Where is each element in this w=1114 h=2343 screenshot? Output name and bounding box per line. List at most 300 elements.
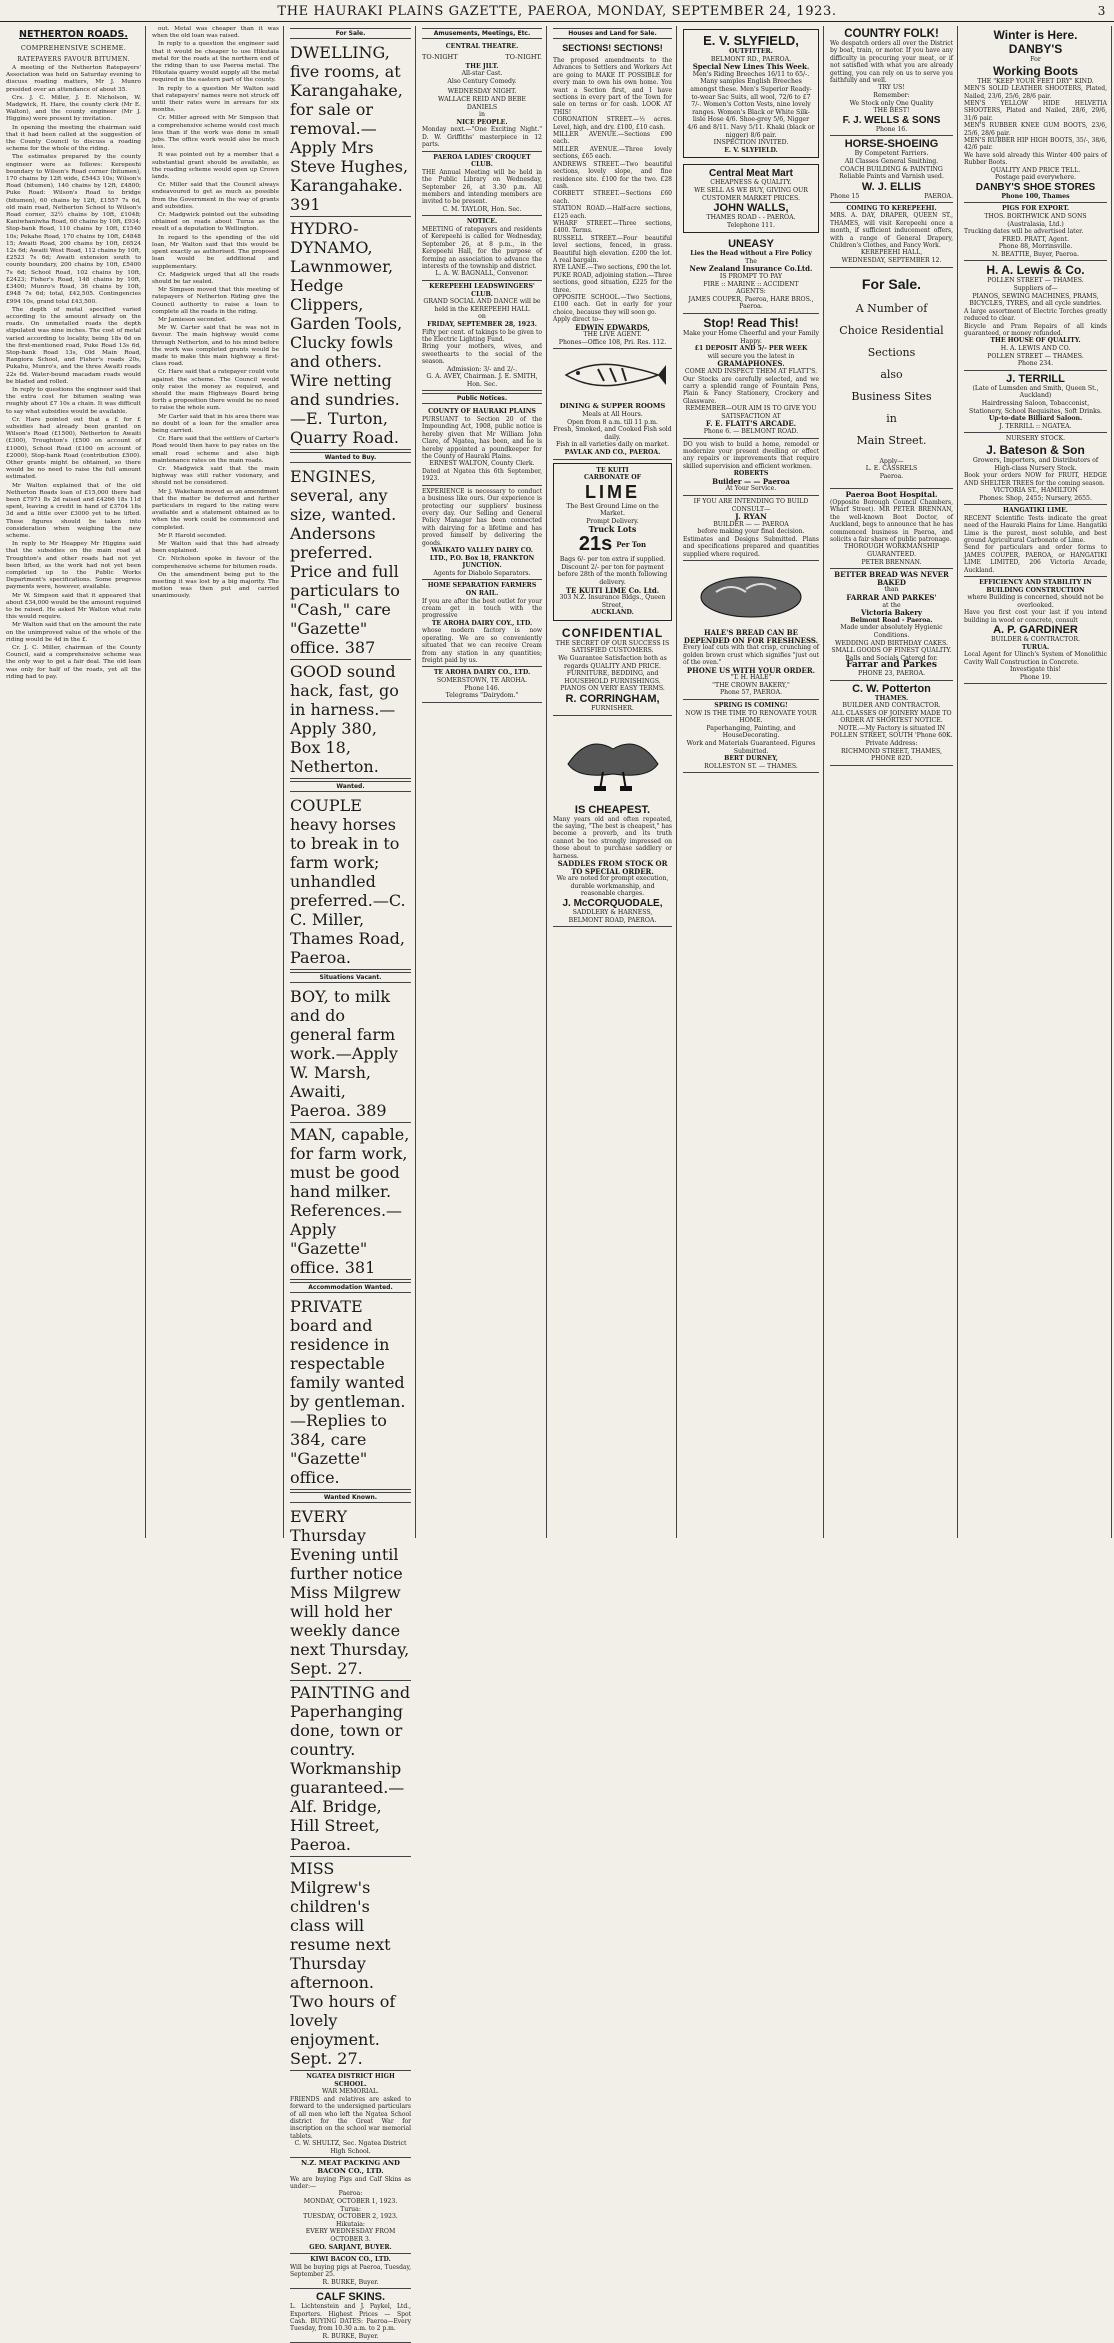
section-houses: Houses and Land for Sale.	[553, 28, 672, 39]
gard-t3: Have you first cost your last if you intend building in wood or concrete, consult	[964, 609, 1107, 624]
saddle-picture	[553, 719, 672, 799]
cheap-t2: We are noted for prompt execution, durable workmanship, and reasonable charges.	[556, 875, 669, 898]
lead-t2: on	[478, 313, 486, 321]
meat-t2: CHEAPNESS & QUALITY.	[710, 179, 792, 187]
hlime-t1: HANGATIKI LIME.	[1003, 507, 1068, 515]
danby-t6: We have sold already this Winter 400 pairs of Rubber Boots.	[964, 151, 1107, 167]
article-paragraph: Cr. Nicholson spoke in favour of the comprehensive scheme for bitumen roads.	[152, 556, 279, 570]
situations-ads	[290, 985, 411, 1280]
article-paragraph: In reply to questions the engineer said that the extra cost for bitumen sealing was roughly about £7 10s a chain. It was difficult to say what subsidies would be available.	[6, 386, 141, 415]
hlime-t2: Send for particulars and order forms to JAMES COUPER, PAEROA, or HANGATIKI LIME LIMITED, 206 Victoria Arcade, Auckland.	[964, 544, 1107, 574]
conf-t2: We Guarantee Satisfaction both as regards QUALITY AND PRICE.	[558, 655, 667, 670]
lime-per-ton: Per Ton	[616, 539, 647, 549]
theatre-w2: in	[479, 111, 485, 119]
horse-t5: Reliable Paints and Varnish used.	[839, 173, 944, 181]
lead-t6: Admission: 3/- and 2/-.	[446, 365, 518, 373]
nursery-t3: Growers, Importers, and Distributors of High-class Nursery Stock.	[972, 456, 1099, 472]
dining-t1: Meals at All Hours.	[582, 411, 643, 418]
pott-t8: PHONE 82D.	[870, 755, 913, 763]
sale-t1: For Sale.	[861, 275, 922, 292]
lime-t5: Prompt Delivery.	[586, 517, 639, 525]
spring-t6: ROLLESTON ST. — THAMES.	[704, 762, 798, 770]
lime-t11: TE KUITI LIME Co. Ltd.	[565, 585, 660, 595]
meat-t6: Telephone 111.	[726, 221, 775, 229]
croquet-title: PAEROA LADIES' CROQUET CLUB.	[433, 153, 531, 169]
section-wanted: Wanted.	[290, 781, 411, 792]
croquet-sign: C. M. TAYLOR, Hon. Sec.	[442, 205, 522, 213]
danby-items	[964, 85, 1107, 152]
classified-ad: MAN, capable, for farm work, must be good hand milker. References.—Apply "Gazette" office. 381	[290, 1123, 411, 1280]
section-listing: ANDREWS STREET.—Two beautiful sections, lovely slope, and fine residence site. £100 for the two. £28 cash.	[553, 160, 672, 190]
lead-title: KEREPEEHI LEADSWINGERS' CLUB.	[429, 283, 535, 298]
article-paragraph: In reply to a question Mr Walton said that ratepayers' names were not struck off until their rates were in arrears for six months.	[152, 85, 279, 114]
better-t11: Farrar and Parkes	[846, 660, 937, 671]
boot-item: MEN'S RUBBER KNEE GUM BOOTS, 23/6, 25/6, 28/6 pair.	[964, 122, 1107, 137]
nursery-t2: J. Bateson & Son	[986, 442, 1085, 457]
nursery-t1: NURSERY STOCK.	[1005, 435, 1066, 443]
cf-t6: F. J. WELLS & SONS	[842, 114, 941, 126]
cf-t4: We Stock only One Quality	[849, 99, 934, 107]
horse-t7: Phone 15	[830, 192, 860, 200]
section-listing: MILLER AVENUE.—Sections £90 each.	[553, 131, 672, 146]
classified-ad: ENGINES, several, any size, wanted. Andersons preferred. Price and full particulars to "Cash," care "Gazette" office. 387	[290, 465, 411, 660]
ev-t2: OUTFITTER.	[729, 48, 773, 55]
day-text: MRS. A. DAY, DRAPER, QUEEN ST., THAMES, will visit Kerepeehi once a month, if sufficient inducement offers, with a range of General Drapery, Children's Clothes, and Fancy Work.	[830, 212, 953, 249]
article-paragraph: It was pointed out by a member that a substantial grant should be available, as the roading scheme would open up Crown lands.	[152, 152, 279, 181]
stop-t2: Make your Home Cheerful and your Family Happy.	[683, 330, 819, 345]
meat-t4: JOHN WALLS,	[713, 202, 789, 215]
lewis-t10: Phone 234.	[1017, 360, 1054, 368]
ngatea-title: NGATEA DISTRICT HIGH SCHOOL.	[306, 2073, 395, 2088]
article-paragraph: Cr. Hare said that a ratepayer could vote against the scheme. The Council would only raise the money as required, and should the main Highways Board bring forth a proposition there would be no need to raise the whole sum.	[152, 369, 279, 412]
danby-t5: THE "KEEP YOUR FEET DRY" KIND.	[977, 77, 1094, 85]
ryan-t1: IF YOU ARE INTENDING TO BUILD CONSULT—	[693, 498, 809, 513]
wanted-known-ads	[290, 1505, 411, 2071]
column-ads-c	[960, 26, 1112, 1538]
sections-apply: Apply direct to—	[553, 316, 605, 324]
cf-text: We despatch orders all over the District by boat, train, or motor. If you have any difficulty in procuring your meat, or if not satisfied with what you are already getting, you can rely on us to serve you faithfully and well.	[830, 40, 953, 85]
hangatiki-ad	[964, 505, 1107, 577]
cf-t3: Remember:	[873, 92, 910, 100]
stop-t7: Our Stocks are carefully selected, and we carry a splendid range of Fountain Pens, Plain & Fancy Stationery, Crockery and Glassware.	[683, 375, 819, 405]
classified-ad: PAINTING and Paperhanging done, town or country. Workmanship guaranteed.—Alf. Bridge, Hill Street, Paeroa.	[290, 1681, 411, 1857]
article-paragraph: Mr J. Wakeham moved as an amendment that the matter be deferred and further particulars in regard to the rating were available and a statement obtained as to when the work could be commenced and completed.	[152, 488, 279, 531]
article-paragraph: Mr W. Simpson said that it appeared that about £34,000 would be the amount required to be raised. He asked Mr Walton what rate this would require.	[6, 592, 141, 621]
nz-meat-date: Turua:	[340, 2205, 361, 2213]
potterton-ad	[830, 681, 953, 766]
section-situations: Situations Vacant.	[290, 972, 411, 983]
section-wanted-known: Wanted Known.	[290, 1492, 411, 1503]
horse-t3: All Classes General Smithing.	[844, 158, 939, 165]
article-body	[6, 65, 141, 682]
theatre-l3: Also Century Comedy.	[447, 77, 517, 85]
county-text: PURSUANT to Section 20 of the Impounding Act, 1908, public notice is hereby given that Mr William John Clare, of Ngatea, has been, and he is hereby appointed a poundkeeper for the County of Hauraki Plains.	[422, 415, 542, 460]
cheap-t3: J. McCORQUODALE,	[562, 898, 663, 910]
notice-title: NOTICE.	[466, 218, 498, 226]
cheap-t1: SADDLES FROM STOCK OR TO SPECIAL ORDER.	[557, 859, 668, 876]
lead-t1: GRAND SOCIAL AND DANCE will be held in the KEREPEEHI HALL	[423, 298, 541, 313]
better-t10: Balls and Socials Catered for.	[845, 654, 938, 662]
article-paragraph: Cr. Madgwick pointed out the subsiding obtained on roads about Turua as the result of a deputation to Wellington.	[152, 212, 279, 233]
waikato-text: EXPERIENCE is necessary to conduct a business like ours. Our experience is protecting our suppliers' business every day. Our Selling and General Policy Manager has been connected with dairying for a lifetime and has proved himself by delivering the goods.	[422, 487, 542, 547]
danby-t7: QUALITY AND PRICE TELL.	[990, 166, 1081, 174]
better-t7: Made under absolutely Hygienic Conditions.	[840, 624, 943, 639]
bread-t3: "T. H. HALE"	[730, 674, 772, 682]
bread-text: Every loaf cuts with that crisp, crunching of golden brown crust which signifies "just out of the oven."	[683, 644, 819, 667]
bread-illustration	[691, 567, 811, 622]
pott-t3: BUILDER AND CONTRACTOR.	[842, 702, 941, 710]
column-netherton-cont	[148, 26, 284, 1538]
conf-t6: FURNISHER.	[591, 705, 634, 713]
ryan-t4: before making your final decision.	[697, 528, 805, 536]
article-paragraph: Cr. Madgwick said that the main highway was still rather visionary, and should not be considered.	[152, 465, 279, 487]
aroha-phone: Phone 146.	[464, 684, 500, 692]
meat-t3: WE SELL AS WE BUY, GIVING OUR CUSTOMER MARKET PRICES.	[694, 186, 808, 202]
boot-t1: Paeroa Boot Hospital.	[845, 490, 938, 500]
page-number: 3	[1097, 4, 1106, 18]
waikato-dairy-ad	[422, 486, 542, 581]
pott-t2: THAMES.	[874, 694, 909, 702]
stop-t3: £1 DEPOSIT AND 5/- PER WEEK	[694, 345, 808, 353]
better-t4: at the	[882, 601, 901, 609]
sale-t11: Paeroa.	[879, 472, 904, 480]
article-paragraph: Mr Walton explained that of the old Netherton Roads loan of £15,000 there had been £7971 8s 2d raised and £4266 18s 11d spent, leaving a credit in hand of £3704 18s 3d and a little over £3000 yet to be lifted. These figures should be taken into consideration when weighing the new scheme.	[6, 482, 141, 539]
roberts-text: DO you wish to build a home, remodel or modernize your present dwelling or effect any repairs or improvements that require skilled supervision and efficient workmen.	[683, 440, 819, 470]
spring-t4: Work and Materials Guaranteed. Figures Submitted.	[686, 739, 816, 755]
durney-ad	[683, 700, 819, 773]
accommodation-ads	[290, 1295, 411, 1490]
conf-t1: THE SECRET OF OUR SUCCESS IS SATISFIED CUSTOMERS.	[555, 639, 670, 655]
ev-t5: Men's Riding Breeches 16/11 to 65/-. Many samples English Breeches amongst these. Men's Superior Ready-to-wear Sac Suits, all wool, 72/6 to £7 7/-. Women's Cotton Vests, nine lovely ranges. Women's Black or White Silk-lisle Hose 4/6. Shoe-grey 5/6, Nigger 4/6 and 8/11. Navy 5/11. Khaki (black or nigger) 8/6 pair.	[687, 70, 815, 139]
danby-t4: Working Boots	[992, 63, 1079, 78]
column-ads-a	[679, 26, 824, 1538]
article-paragraph: In regard to the spending of the old loan, Mr Walton said that this would be spent exactly as authorised. The proposed loan would be additional and supplementary.	[152, 234, 279, 270]
sections-list	[553, 116, 672, 316]
county-title: COUNTY OF HAURAKI PLAINS	[428, 408, 536, 416]
pigs-t6: N. BEATTIE, Buyer, Paeroa.	[992, 250, 1079, 258]
stop-t8: REMEMBER—OUR AIM IS TO GIVE YOU SATISFACTION AT	[685, 405, 817, 420]
county-ad	[422, 406, 542, 485]
boot-item: MEN'S SOLID LEATHER SHOOTERS, Plated, Nailed, 23/6, 25/6, 28/6 pair.	[964, 85, 1107, 100]
classified-ad: DWELLING, five rooms, at Karangahake, for sale or removal.—Apply Mrs Steve Hughes, Karangahake. 391	[290, 41, 411, 217]
boot-text: (Opposite Borough Council Chambers, Wharf Street). MR PETER BRENNAN, the well-known Boot Doctor, of Auckland, begs to announce that he has commenced business in Paeroa, and solicits a fair share of public patronage.	[830, 498, 953, 543]
wanted-buy-ads	[290, 465, 411, 779]
article-paragraph: Crs. J. C. Miller, J. E. Nicholson, W. Madgwick, H. Hare, the county clerk (Mr E. Walton), and the county engineer (Mr J. Higgins) were present by invitation.	[6, 94, 141, 123]
pigs-ad	[964, 203, 1107, 261]
ngatea-school-ad	[290, 2071, 411, 2158]
lime-t9: Bags 6/- per ton extra if supplied.	[559, 556, 666, 564]
danby-t2: DANBY'S	[1008, 42, 1063, 56]
sale-t9: Apply—	[879, 457, 904, 465]
gard-t8: Investigate this!	[1009, 666, 1062, 674]
sale-t5: also	[880, 367, 903, 381]
bread-t5: Phone 57, PAEROA.	[719, 689, 783, 697]
lime-price: 21s	[578, 533, 613, 556]
terrill-t5: J. TERRILL :: NGATEA.	[999, 422, 1072, 430]
pigs-t2: THOS. BORTHWICK AND SONS (Australasia, Ltd.)	[984, 213, 1087, 228]
croquet-text: THE Annual Meeting will be held in the Public Library on Wednesday, September 26, at 3.30 p.m. All members and intending members are invited to be present.	[422, 168, 542, 206]
pigs-t5: Phone 88, Morrinsville.	[998, 243, 1073, 251]
better-t1: BETTER BREAD WAS NEVER BAKED	[834, 570, 949, 587]
aroha-sub: SOMERSTOWN, TE AROHA.	[436, 677, 528, 685]
column-amusements	[418, 26, 547, 1538]
stop-t10: Phone 6. — BELMONT ROAD.	[703, 428, 799, 435]
calf-buyer: R. BURKE, Buyer.	[322, 2332, 379, 2340]
lewis-ad	[964, 261, 1107, 370]
pott-t6: Private Address:	[865, 740, 918, 748]
roberts-t2: Builder — — Paeroa	[712, 476, 790, 486]
article-paragraph: Mr Simpson moved that this meeting of ratepayers of Netherton Riding give the Council authority to raise a loan to complete all the roads in the riding.	[152, 287, 279, 315]
dining-title: DINING & SUPPER ROOMS	[559, 402, 666, 411]
day-t2: KEREPEEHI HALL,	[860, 249, 923, 257]
terrill-t3: Hairdressing Saloon, Tobacconist, Stationery, School Requisites, Soft Drinks.	[968, 399, 1103, 415]
farrar-ad	[830, 569, 953, 680]
nursery-t6: Phones: Shop, 2455; Nursery, 2655.	[979, 494, 1092, 502]
bread-t1: HALE'S BREAD CAN BE DEPENDED ON FOR FRESHNESS.	[683, 628, 819, 645]
article-paragraph: A meeting of the Netherton Ratepayers' Association was held on Saturday evening to discuss roading matters, Mr J. Munro presided over an attendance of about 35.	[6, 65, 141, 93]
section-listing: CORONATION STREET.—⅓ acres. Level, high, and dry. £100, £10 cash.	[553, 116, 672, 131]
ins-t6: FIRE :: MARINE :: ACCIDENT	[703, 280, 799, 288]
page-title: THE HAURAKI PLAINS GAZETTE, PAEROA, MONDAY, SEPTEMBER 24, 1923.	[277, 4, 837, 19]
gard-t6: TURUA.	[1021, 643, 1050, 651]
sections-intro: The proposed amendments to the Advances to Settlers and Workers Act are going to MAKE IT POSSIBLE for every man to own his own home. You want a Section first, and I have sections in every part of the Town for sale on terms or for cash. LOOK AT THIS!	[553, 57, 672, 116]
section-listing: OPPOSITE SCHOOL.—Two Sections, £100 each. Get in early for your choice, because they will soon go.	[553, 294, 672, 316]
article-paragraph: In reply to a question the engineer said that it would be cheaper to use Hikutaia metal for the roads at the northern end of the riding than to use Paeroa metal. The Hikutaia quarry would supply all the metal required in the eastern part of the county.	[152, 41, 279, 84]
ins-t4: New Zealand Insurance Co.Ltd.	[689, 264, 813, 274]
cf-t7: Phone 16.	[875, 125, 908, 133]
lime-ad	[553, 463, 672, 621]
theatre-title: CENTRAL THEATRE.	[445, 43, 519, 50]
waikato-agents: Agents for Diabolo Separators.	[433, 569, 531, 577]
sections-ad	[553, 55, 672, 349]
classified-ad: PRIVATE board and residence in respectable family wanted by gentleman.—Replies to 384, care "Gazette" office.	[290, 1295, 411, 1490]
ngatea-sub: WAR MEMORIAL.	[321, 2088, 380, 2096]
te-aroha-ad	[422, 667, 542, 702]
stop-t6: COME AND INSPECT THEM AT FLATT'S.	[684, 368, 818, 375]
article-paragraph: Cr. Hare said that the settlers of Carter's Road would then have to pay rates on the small road scheme and also high maintenance rates on the main roads.	[152, 436, 279, 464]
bread-t4: "THE CROWN BAKERY,"	[712, 681, 790, 689]
aroha-tele: Telegrams "Dairydom."	[445, 692, 519, 700]
ev-t4: Special New Lines This Week.	[692, 62, 810, 72]
sale-t4: Sections	[867, 345, 916, 359]
lime-t13: AUCKLAND.	[591, 609, 634, 617]
lead-t4: Fifty per cent. of takings to be given to the Electric Lighting Fund.	[422, 328, 542, 343]
hale-bread-ad	[683, 627, 819, 700]
terrill-t2: (Late of Lumsden and Smith, Queen St., Auckland)	[972, 384, 1099, 400]
terrill-t1: J. TERRILL	[1006, 372, 1065, 385]
ellis-ad	[830, 136, 953, 202]
day-t1: COMING TO KEREPEEHI.	[846, 204, 937, 212]
agent-tag: THE LIVE AGENT.	[583, 331, 642, 339]
ev-t1: E. V. SLYFIELD,	[703, 33, 799, 48]
ins-t8: JAMES COUPER, Paeroa, HARE BROS., Paeroa.	[688, 295, 814, 311]
section-listing: RYE LANE.—Two sections, £90 the lot.	[553, 264, 672, 272]
nz-meat-buyer: GEO. SARJANT, BUYER.	[309, 2243, 392, 2251]
spring-t5: BERT DURNEY,	[724, 755, 778, 763]
article-paragraph: Mr Carter said that in his area there was no doubt of a loan for the smaller area being carried.	[152, 413, 279, 434]
day-ad	[830, 203, 953, 268]
conf-t4: PIANOS ON VERY EASY TERMS.	[560, 685, 665, 693]
lead-t5: Bring your mothers, wives, and sweethearts to the social of the season.	[422, 343, 542, 366]
notice-sign: L. A. W. BAGNALL, Convenor.	[435, 270, 529, 278]
article-paragraph: Mr Jamieson seconded.	[158, 316, 227, 323]
masthead	[0, 0, 1114, 22]
column-netherton	[2, 26, 146, 1538]
pott-t4: ALL CLASSES OF JOINERY MADE TO ORDER AT SHORTEST NOTICE.	[831, 709, 952, 725]
horse-t1: HORSE-SHOEING	[844, 138, 939, 151]
saddle-illustration	[558, 724, 668, 794]
article-paragraph: Mr W. Carter said that he was not in favour. The main highway would come through Netherton, and to his mind before the work was completed grants would be made to make this main highway a first-class road.	[152, 325, 279, 368]
article-paragraph: The estimates prepared by the county engineer were as follows: Kerepeehi boundary to Wilson's Road corner (bitumen), 170 chains by 12ft wide, £5443 10s; Wilson's Road (bitumen), 140 chains by 12ft, £4800; Puke Road: Wilson's Road to bridge (bitumen), 60 chains by 12ft, £1557 7s 6d, old main road, Netherton School to Wilson's Road corner, 32½ chains by 10ft, £1048; Kaniwhaniwha Road, 60 chains by 10ft, £934; Stop-bank Road, 110 chains by 10ft, £1540 10s; Pekahe Road, 170 chains by 10ft, £4848 15; Awaiti Road, 200 chains by 10ft, £6524 12s 6d; Awaiti West Road, 112 chains by 10ft, £2523 7s 6d; Awaiti extension south to county boundary, 200 chains by 10ft, £5400 7s 6d; School Road, 102 chains by 10ft, £2423; Fisher's Road, 148 chains by 10ft, £3400; Munro's Road, 36 chains by 10ft, £948 7s 6d; total, £42,505. Contingencies £994 10s, grand total £43,500.	[6, 154, 141, 305]
sale-t6: Business Sites	[851, 389, 932, 403]
day-t3: WEDNESDAY, SEPTEMBER 12.	[841, 257, 942, 264]
lime-t6: Truck Lots	[588, 523, 637, 534]
ins-t2: Lies the Head without a Fire Policy	[690, 250, 812, 258]
county-date: Dated at Ngatea this 6th September, 1923.	[422, 468, 542, 483]
bread-picture	[683, 564, 819, 624]
danby-t9: DANBY'S SHOE STORES	[975, 181, 1096, 193]
nz-meat-dates	[290, 2190, 411, 2243]
section-accommodation: Accommodation Wanted.	[290, 1282, 411, 1293]
notice-text: MEETING of ratepayers and residents of Kerepeehi is called for Wednesday, September 26, at 8 p.m., in the Kerepeehi Hall, for the purpose of forming an association to advance the interests of the township and district.	[422, 225, 542, 270]
terrill-ad	[964, 371, 1107, 434]
lewis-t5: A large assortment of Electric Torches greatly reduced to clear.	[964, 307, 1107, 323]
lewis-t1: H. A. Lewis & Co.	[986, 263, 1085, 278]
sep-name: TE AROHA DAIRY COY., LTD.	[431, 619, 533, 627]
column-ads-b	[826, 26, 958, 1538]
article-paragraph: Cr. J. C. Miller, chairman of the County Council, said a comprehensive scheme was the only way to get a fair deal. The old loan was only for half of the roads, yet all the riding had to pay.	[6, 645, 141, 680]
ryan-t3: BUILDER — — PAEROA	[713, 520, 789, 528]
lead-sign: G. A. AVEY, Chairman. J. E. SMITH, Hon. Sec.	[426, 373, 538, 388]
ins-t1: UNEASY	[728, 238, 774, 251]
stop-t5: GRAMAPHONES.	[717, 359, 785, 369]
classified-ad: GOOD sound hack, fast, go in harness.—Apply 380, Box 18, Netherton.	[290, 660, 411, 779]
article-paragraph: Mr Walton said that this had already been explained.	[152, 541, 279, 555]
article-paragraph: Cr. Miller agreed with Mr Simpson that a comprehensive scheme would cost much less than if the work was done in small jobs. The office work would also be much less.	[152, 115, 279, 151]
theatre-w3: NICE PEOPLE.	[456, 118, 508, 126]
section-wanted-buy: Wanted to Buy.	[290, 452, 411, 463]
dining-t2: Open from 8 a.m. till 11 p.m.	[567, 418, 658, 426]
danby-t1: Winter is Here.	[993, 28, 1078, 42]
ins-t3: The	[745, 257, 757, 265]
better-t5: Victoria Bakery	[861, 608, 922, 618]
lime-t10: Discount 2/- per ton for payment before 28th of the month following delivery.	[557, 563, 668, 586]
wanted-ads	[290, 794, 411, 970]
bread-t2: PHONE US WITH YOUR ORDER.	[686, 665, 816, 675]
danby-t8: Postage paid everywhere.	[995, 174, 1076, 182]
nz-meat-date: MONDAY, OCTOBER 1, 1923.	[303, 2198, 398, 2205]
for-sale-ads	[290, 41, 411, 450]
column-classifieds	[286, 26, 416, 2340]
sale-t8: Main Street.	[856, 433, 927, 447]
pott-t5: NOTE.—My Factory is situated IN POLLEN STREET, SOUTH 'Phone 60K.	[830, 724, 953, 740]
classified-ad: MISS Milgrew's children's class will resume next Thursday afternoon. Two hours of lovely enjoyment. Sept. 27.	[290, 1857, 411, 2071]
conf-t5: R. CORRINGHAM,	[565, 693, 660, 706]
lime-t1: TE KUITI	[596, 466, 629, 474]
dining-t4: Fish in all varieties daily on market.	[555, 441, 670, 449]
lime-t3: LIME	[585, 481, 640, 502]
lewis-t7: THE HOUSE OF QUALITY.	[990, 337, 1081, 345]
danby-ad	[964, 26, 1107, 203]
section-amusements: Amusements, Meetings, Etc.	[422, 28, 542, 39]
classified-ad: COUPLE heavy horses to break in to farm work; unhandled preferred.—C. C. Miller, Thames Road, Paeroa.	[290, 794, 411, 970]
boot-item: MEN'S RUBBER HIP HIGH BOOTS, 35/-, 38/6, 42/6 pair.	[964, 137, 1107, 152]
section-listing: WHARF STREET.—Three sections, £400. Terms.	[553, 219, 672, 235]
waikato-sign: WAIKATO VALLEY DAIRY CO. LTD., P.O. Box 18, FRANKTON JUNCTION.	[429, 547, 535, 570]
sep-text2: whose modern factory is now operating. We are so conveniently situated that we can receive Cream from any station in any quantities; freight paid by us.	[422, 627, 542, 665]
boot-t2: THOROUGH WORKMANSHIP GUARANTEED.	[843, 543, 940, 558]
sep-title: HOME SEPARATION FARMERS ON RAIL.	[427, 582, 537, 598]
kiwi-text: Will be buying pigs at Paeroa, Tuesday, September 25.	[290, 2263, 411, 2279]
nursery-t4: Book your orders NOW for FRUIT, HEDGE AND SHELTER TREES for the coming season.	[964, 472, 1107, 487]
agent-phones: Phones—Office 108, Pri. Res. 112.	[558, 338, 667, 346]
better-t12: PHONE 23, PAEROA.	[857, 669, 926, 677]
article-paragraph: The depth of metal specified varied according to the amount already on the roads. On unmetalled roads the depth stipulated was nine inches. The cost of metal varied according to locality, being 18s 6d on the first-mentioned road, Puke Road 13s 6d, Stop-bank Road 13s, Old Main Road, Rangiora School, and Fisher's roads 20s, Pukahu, Munro's, and the three Awaiti roads 22s 6d. Water-bound macadam roads would be bladed and rolled.	[6, 306, 141, 385]
gard-t7: Local Agent for Ulinch's System of Monolithic Cavity Wall Construction in Concrete.	[964, 651, 1107, 666]
theatre-tonight-l: TO-NIGHT	[422, 52, 458, 61]
calf-title: CALF SKINS.	[315, 2291, 386, 2304]
section-for-sale: For Sale.	[290, 28, 411, 39]
pott-t1: C. W. Potterton	[852, 682, 931, 695]
ev-t7: E. V. SLYFIELD.	[724, 146, 778, 154]
terrill-t4: Up-to-date Billiard Saloon.	[988, 415, 1083, 423]
ryan-t2: J. RYAN	[735, 512, 767, 522]
sep-text: If you are after the best outlet for your cream get in touch with the progressive	[422, 597, 542, 620]
cassrels-ad	[830, 268, 953, 490]
classified-ad: HYDRO-DYNAMO, Lawnmower, Hedge Clippers, Garden Tools, Clucky fowls and others. Wire netting and sundries.—E. Turton, Quarry Road.	[290, 217, 411, 450]
article-subtitle: COMPREHENSIVE SCHEME.	[20, 44, 127, 52]
cheap-t4: SADDLERY & HARNESS,	[572, 909, 653, 917]
sale-t3: Choice Residential	[839, 323, 944, 337]
better-t9: SMALL GOODS OF FINEST QUALITY.	[831, 647, 952, 655]
danby-t10: Phone 100, Thames	[1001, 192, 1070, 200]
spring-t2: NOW IS THE TIME TO RENOVATE YOUR HOME.	[685, 709, 817, 725]
section-public-notices: Public Notices.	[422, 393, 542, 404]
article-paragraph: On the amendment being put to the meeting it was lost by a big majority. The motion was then put and carried unanimously.	[152, 571, 279, 600]
cheap-text: Many years old and often repeated, the saying, "The best is cheapest," has become a proverb, and its truth cannot be too strongly impressed on those about to purchase saddlery or harness.	[553, 815, 672, 860]
lime-t2: CARBONATE OF	[584, 474, 641, 482]
conf-title: CONFIDENTIAL	[561, 625, 664, 640]
sale-t7: in	[886, 411, 897, 425]
lewis-t8: H. A. LEWIS AND CO.	[1000, 345, 1071, 352]
better-t2: than	[884, 586, 899, 594]
lewis-t2: POLLEN STREET — THAMES.	[987, 277, 1084, 285]
theatre-text: Monday next.—"One Exciting Night." D. W. Griffiths' masterpiece in 12 parts.	[422, 126, 542, 149]
lime-t4: The Best Ground Lime on the Market.	[566, 502, 659, 518]
lime-t12: 303 N.Z. Insurance Bldgs., Queen Street,	[559, 594, 666, 609]
nz-meat-date: EVERY WEDNESDAY FROM OCTOBER 3.	[305, 2228, 396, 2243]
cf-t1: COUNTRY FOLK!	[844, 28, 939, 40]
county-sign: ERNEST WALTON, County Clerk.	[429, 460, 535, 468]
boot-hospital-ad	[830, 489, 953, 569]
boot-t3: PETER BRENNAN.	[861, 558, 922, 566]
pott-t7: RICHMOND STREET, THAMES,	[840, 747, 943, 755]
stop-t4: will secure you the latest in	[707, 352, 795, 360]
article-paragraph: Cr. Miller said that the Council always endeavoured to get as much as possible from the Government in the way of grants and subsidies.	[152, 182, 279, 210]
section-listing: MILLER AVENUE.—Three lovely sections, £65 each.	[553, 145, 672, 161]
nz-meat-title: N.Z. MEAT PACKING AND BACON CO., LTD.	[301, 2159, 400, 2175]
calf-skins-ad	[290, 2289, 411, 2343]
wells-ad	[830, 26, 953, 136]
sale-t10: L. E. CASSRELS	[865, 465, 918, 473]
roberts-t1: ROBERTS	[733, 470, 769, 478]
article-paragraph: Cr. Hare pointed out that a £ for £ subsidies had already been granted on Wilson's Road (£1500), Netherton to Awaiti (£300), Troughton's (£500 on account of £1000), School Road (£100 on account of £2000), Stop-bank Road (contribution £500). Other grants might be obtained, so there would be no need to raise the full amount estimated.	[6, 416, 141, 481]
nz-meat-text: We are buying Pigs and Calf Skins as under:—	[290, 2175, 411, 2190]
article-subtitle-2: RATEPAYERS FAVOUR BITUMEN.	[17, 56, 130, 63]
theatre-w1: WALLACE REID AND BEBE DANIELS	[438, 95, 526, 111]
theatre-l2: All-star Cast.	[461, 70, 503, 78]
nz-meat-ad	[290, 2158, 411, 2254]
